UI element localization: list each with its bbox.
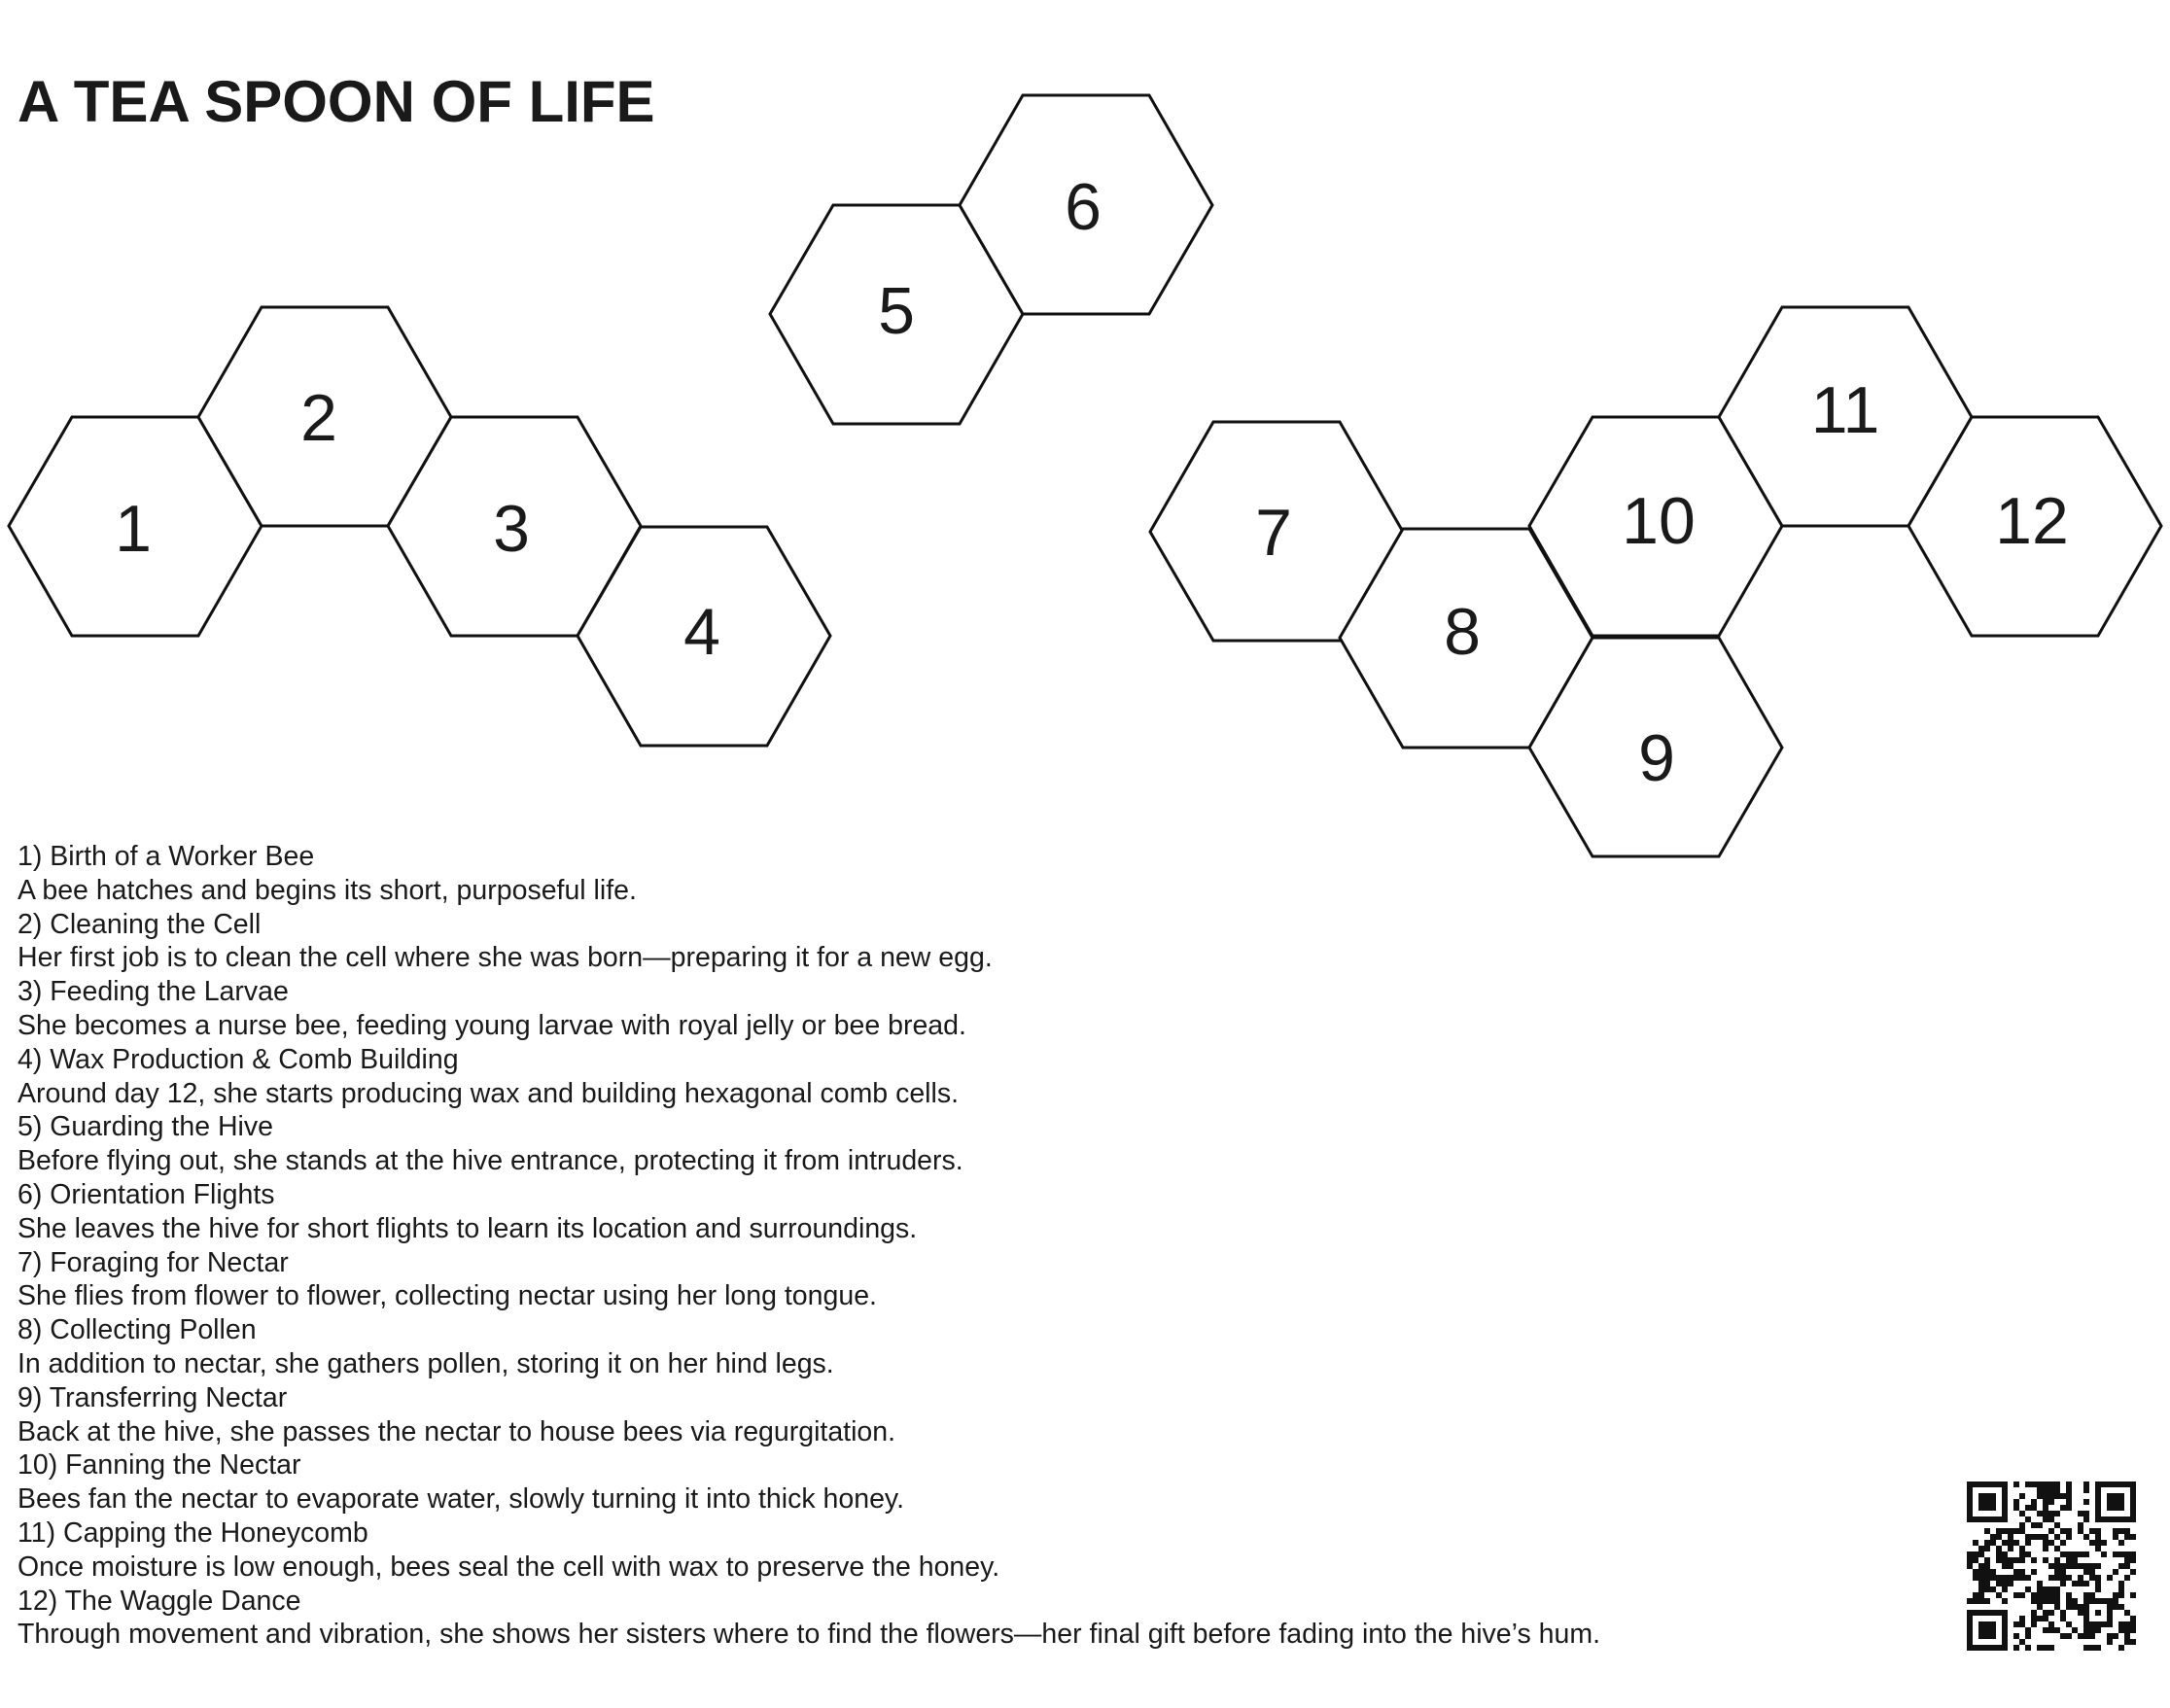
hexagon-label-12: 12 [1995,484,2069,558]
stage-item [18,1381,1600,1449]
stage-description: She leaves the hive for short flights to learn its location and surroundings. [18,1212,918,1244]
stage-item [18,1585,1600,1653]
stage-title: 1) Birth of a Worker Bee [18,841,315,872]
stage-title: 10) Fanning the Nectar [18,1449,301,1481]
stage-description: Around day 12, she starts producing wax and building hexagonal comb cells. [18,1077,960,1109]
stage-description: She becomes a nurse bee, feeding young larvae with royal jelly or bee bread. [18,1009,966,1041]
stage-description: Back at the hive, she passes the nectar to house bees via regurgitation. [18,1415,896,1447]
hexagon-label-3: 3 [493,492,530,566]
stage-title: 5) Guarding the Hive [18,1111,273,1143]
hexagon-label-5: 5 [878,274,915,348]
stage-item [18,840,1600,908]
stage-description: Through movement and vibration, she shows her sisters where to find the flowers—her final gift before fading into the hive’s hum. [18,1619,1600,1651]
stage-item [18,1178,1600,1246]
stage-item [18,1110,1600,1178]
stage-title: 4) Wax Production & Comb Building [18,1043,459,1075]
stage-item [18,1043,1600,1111]
stage-item [18,1246,1600,1314]
hexagon-label-9: 9 [1638,721,1675,795]
hexagon-label-11: 11 [1810,373,1880,447]
stage-description: Her first job is to clean the cell where she was born—preparing it for a new egg. [18,942,993,974]
stage-title: 2) Cleaning the Cell [18,908,262,940]
stage-item [18,975,1600,1043]
stage-title: 6) Orientation Flights [18,1178,275,1210]
stage-description: In addition to nectar, she gathers pollen, storing it on her hind legs. [18,1347,834,1379]
hexagon-label-2: 2 [300,381,337,455]
stage-title: 8) Collecting Pollen [18,1314,257,1346]
stage-item [18,1313,1600,1381]
stage-description: Before flying out, she stands at the hive entrance, protecting it from intruders. [18,1145,963,1177]
stage-title: 3) Feeding the Larvae [18,976,289,1008]
stage-list [18,840,1600,1652]
hexagon-label-1: 1 [115,492,152,566]
hexagon-label-10: 10 [1622,484,1696,558]
stage-item [18,908,1600,976]
stage-title: 7) Foraging for Nectar [18,1246,289,1278]
stage-title: 12) The Waggle Dance [18,1585,301,1617]
stage-title: 11) Capping the Honeycomb [18,1516,368,1549]
hexagon-label-6: 6 [1065,170,1102,244]
qr-code-icon[interactable] [1967,1481,2136,1651]
stage-item [18,1516,1600,1585]
stage-description: She flies from flower to flower, collecting nectar using her long tongue. [18,1280,877,1312]
hexagon-label-8: 8 [1444,595,1481,669]
hexagon-label-4: 4 [683,595,720,669]
stage-description: A bee hatches and begins its short, purposeful life. [18,874,637,906]
stage-item [18,1448,1600,1516]
stage-title: 9) Transferring Nectar [18,1381,288,1413]
stage-description: Bees fan the nectar to evaporate water, slowly turning it into thick honey. [18,1483,904,1516]
page-title: A TEA SPOON OF LIFE [18,69,655,134]
hexagon-label-7: 7 [1255,496,1292,570]
stage-description: Once moisture is low enough, bees seal the cell with wax to preserve the honey. [18,1551,1000,1583]
